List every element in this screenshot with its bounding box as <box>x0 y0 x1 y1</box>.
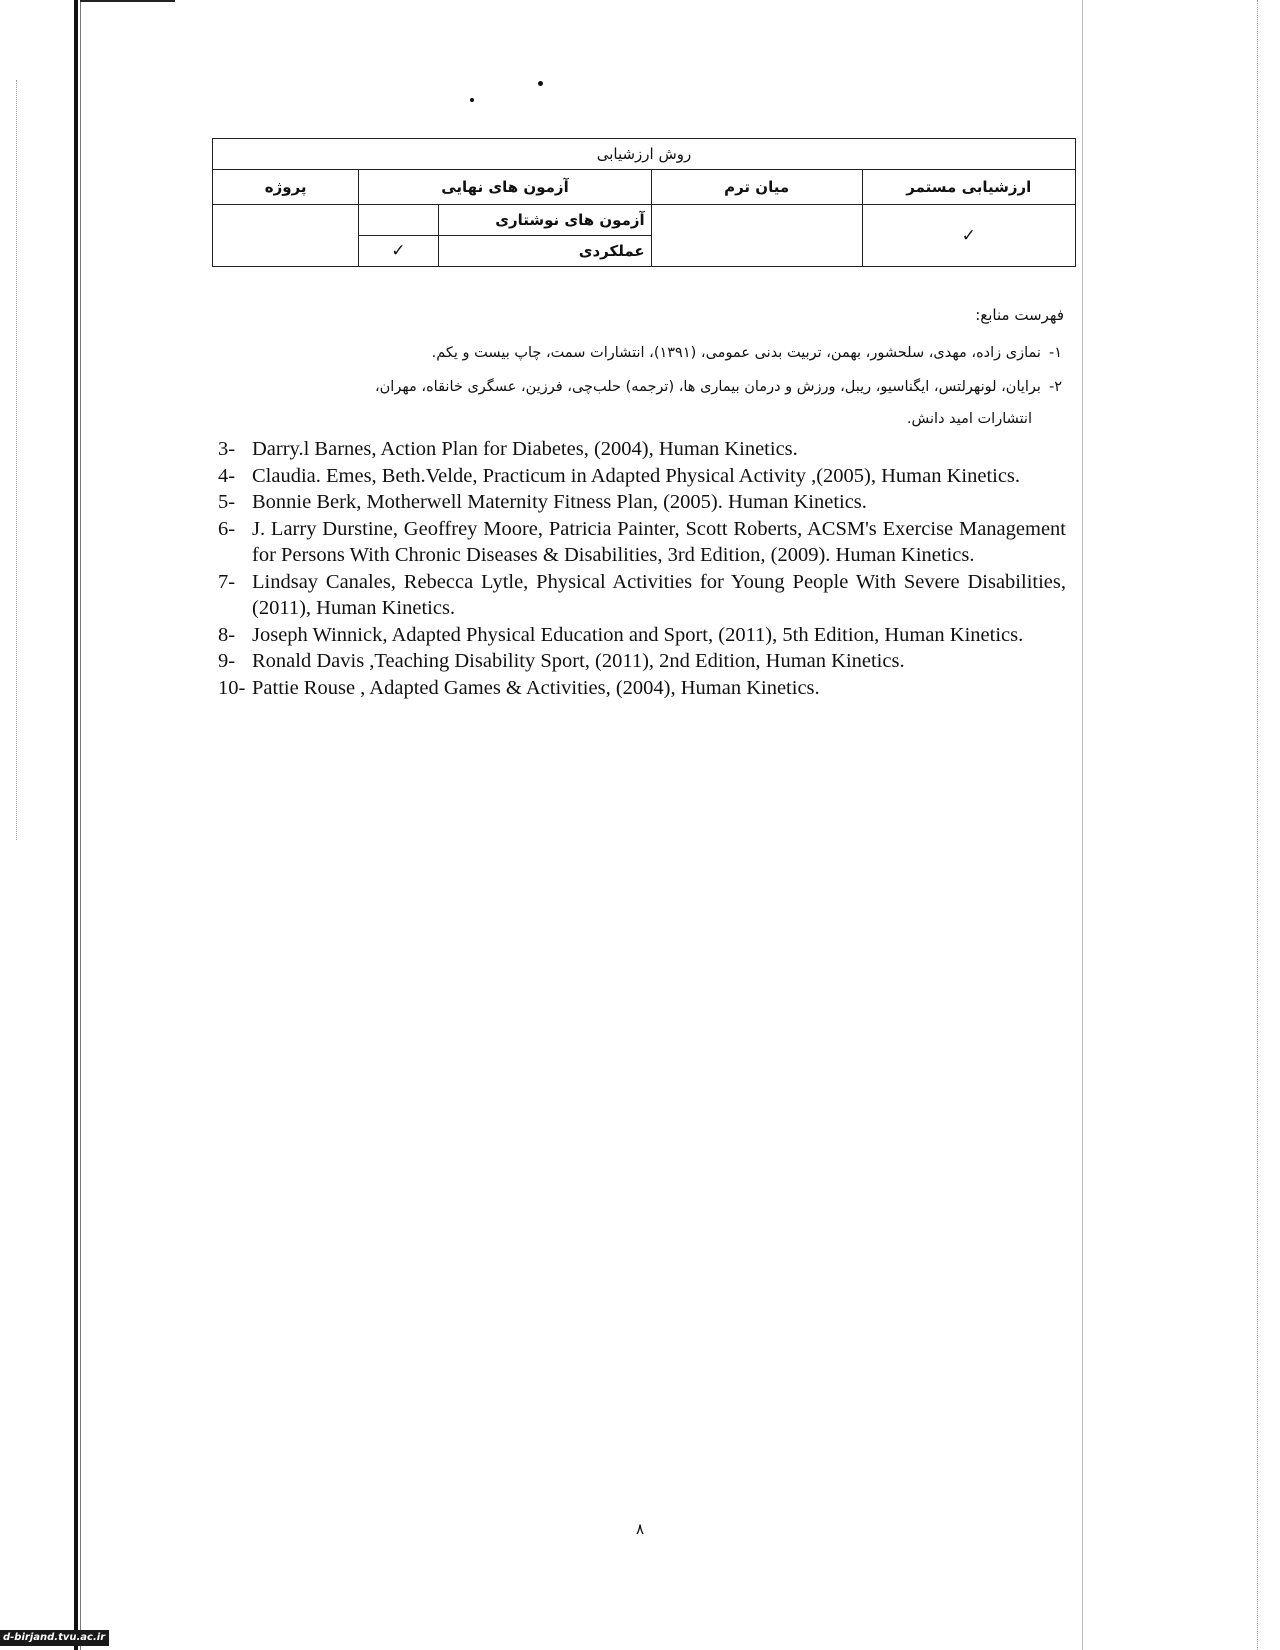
reference-text: Pattie Rouse , Adapted Games & Activities, (2004), Human Kinetics. <box>252 676 820 699</box>
scan-speck <box>470 98 474 102</box>
practical-exam-check: ✓ <box>359 236 438 267</box>
reference-text: برایان، لونهرلتس، ایگناسیو، ریبل، ورزش و درمان بیماری ها، (ترجمه) حلب‌چی، فرزین، عسگری خانقاه، مهران، <box>374 379 1041 395</box>
reference-text: J. Larry Durstine, Geoffrey Moore, Patricia Painter, Scott Roberts, ACSM's Exercise Management for Persons With Chronic Diseases & Disabilities, 3rd Edition, (2009). Human Kinetics. <box>252 517 1066 566</box>
page-number: ۸ <box>636 1520 645 1538</box>
col-project: پروژه <box>213 170 359 205</box>
persian-reference-2-cont: انتشارات امید دانش. <box>906 411 1032 427</box>
col-continuous: ارزشیابی مستمر <box>862 170 1075 205</box>
persian-reference-1 <box>250 336 1062 370</box>
reference-text: Bonnie Berk, Motherwell Maternity Fitness Plan, (2005). Human Kinetics. <box>252 491 867 513</box>
page-edge-left <box>74 0 78 1650</box>
site-watermark: d-birjand.tvu.ac.ir <box>0 1630 109 1646</box>
reference-text: Ronald Davis ,Teaching Disability Sport, (2011), 2nd Edition, Human Kinetics. <box>252 650 905 672</box>
references-title: فهرست منابع: <box>975 306 1064 324</box>
reference-item <box>218 622 1066 649</box>
persian-reference-2 <box>250 370 1062 404</box>
project-cell <box>213 205 359 267</box>
scan-speck <box>538 81 543 86</box>
reference-number: ۲- <box>1048 379 1062 395</box>
reference-number: 8- <box>218 623 236 646</box>
reference-number: 3- <box>218 438 236 460</box>
reference-number: 9- <box>218 650 236 672</box>
reference-text: Joseph Winnick, Adapted Physical Education and Sport, (2011), 5th Edition, Human Kinetics. <box>252 623 1024 646</box>
midterm-cell <box>651 205 862 267</box>
reference-item <box>218 569 1066 622</box>
reference-number: 4- <box>218 464 236 487</box>
col-midterm: میان ترم <box>651 170 862 205</box>
page-edge-right <box>1082 0 1083 1650</box>
evaluation-table <box>212 138 1076 267</box>
reference-item <box>218 463 1066 490</box>
reference-text: نمازی زاده، مهدی، سلحشور، بهمن، تربیت بدنی عمومی، (۱۳۹۱)، انتشارات سمت، چاپ بیست و یکم. <box>431 345 1041 361</box>
reference-number: 6- <box>218 517 236 540</box>
page-edge-top <box>80 0 175 2</box>
written-exam-label: آزمون های نوشتاری <box>438 205 651 236</box>
reference-text: Darry.l Barnes, Action Plan for Diabetes, (2004), Human Kinetics. <box>252 438 798 460</box>
written-exam-mark <box>359 205 438 236</box>
reference-number: 10- <box>218 676 246 699</box>
reference-item <box>218 516 1066 569</box>
reference-item <box>218 675 1066 702</box>
scan-dots-left <box>16 80 18 840</box>
english-references <box>218 436 1066 701</box>
col-final-exams: آزمون های نهایی <box>359 170 651 205</box>
reference-number: 5- <box>218 491 236 513</box>
reference-item <box>218 436 1066 463</box>
continuous-check: ✓ <box>862 205 1075 267</box>
reference-item <box>218 489 1066 516</box>
reference-item <box>218 648 1066 675</box>
reference-number: 7- <box>218 570 236 593</box>
reference-text: Lindsay Canales, Rebecca Lytle, Physical Activities for Young People With Severe Disabilities, (2011), Human Kinetics. <box>252 570 1066 619</box>
reference-text: Claudia. Emes, Beth.Velde, Practicum in Adapted Physical Activity ,(2005), Human Kinetics. <box>252 464 1021 487</box>
practical-exam-label: عملکردی <box>438 236 651 267</box>
reference-number: ۱- <box>1048 345 1062 361</box>
scan-dots-right <box>1257 0 1259 1650</box>
evaluation-title: روش ارزشیابی <box>213 139 1076 170</box>
page-edge-left-inner <box>80 0 81 1650</box>
